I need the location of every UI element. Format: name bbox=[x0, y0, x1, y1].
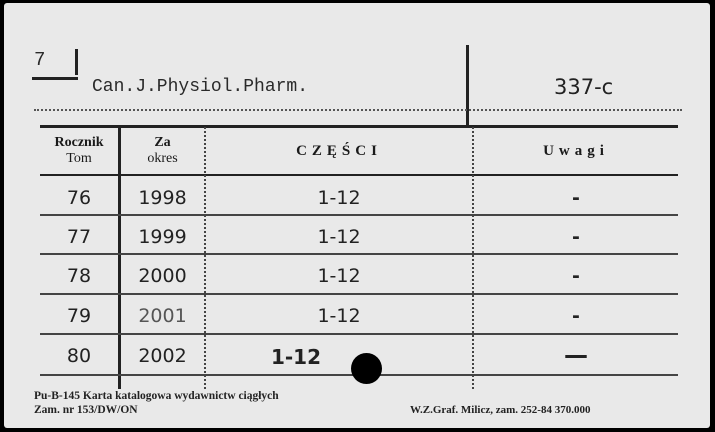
title-dotted-rule bbox=[34, 109, 682, 111]
table-row-year: 2002 bbox=[138, 345, 187, 367]
printer-info: W.Z.Graf. Milicz, zam. 252-84 370.000 bbox=[410, 404, 591, 416]
table-row-parts: 1-12 bbox=[317, 305, 361, 327]
table-row-parts: 1-12 bbox=[317, 187, 361, 209]
header-parts: CZĘŚCI bbox=[296, 143, 382, 159]
table-row-remark: - bbox=[572, 226, 580, 248]
table-row-volume: 76 bbox=[66, 187, 92, 209]
table-row-volume: 77 bbox=[66, 226, 92, 248]
table-row-volume: 80 bbox=[66, 345, 92, 367]
table-row-remark: - bbox=[572, 305, 580, 327]
header-period-line1: Za bbox=[154, 135, 171, 150]
journal-title: Can.J.Physiol.Pharm. bbox=[92, 77, 309, 97]
header-period bbox=[121, 135, 204, 167]
table-row-year: 1999 bbox=[138, 226, 187, 248]
row-rule bbox=[40, 253, 678, 255]
table-row-remark: - bbox=[572, 265, 580, 287]
form-note: Pu-B-145 Karta katalogowa wydawnictw ciągłych bbox=[34, 390, 279, 402]
header-volume bbox=[40, 135, 118, 167]
header-volume-line1: Rocznik bbox=[54, 135, 104, 150]
table-top-rule bbox=[40, 125, 678, 128]
table-row-volume: 78 bbox=[66, 265, 92, 287]
card-number: 7 bbox=[34, 49, 46, 71]
header-period-line2: okres bbox=[147, 151, 178, 166]
row-rule bbox=[40, 214, 678, 216]
table-row-year: 2000 bbox=[138, 265, 187, 287]
table-row-remark: — bbox=[564, 341, 588, 369]
row-rule bbox=[40, 333, 678, 335]
table-row-parts: 1-12 bbox=[317, 265, 361, 287]
table-row-remark: - bbox=[572, 187, 580, 209]
number-bracket bbox=[75, 49, 78, 75]
table-row-volume: 79 bbox=[66, 305, 92, 327]
title-divider bbox=[466, 45, 469, 125]
header-remarks: Uwagi bbox=[543, 143, 609, 159]
header-volume-line2: Tom bbox=[66, 151, 92, 166]
punch-hole bbox=[351, 353, 382, 384]
table-row-parts: 1-12 bbox=[317, 226, 361, 248]
shelf-mark: 337-c bbox=[554, 75, 614, 99]
number-underline bbox=[32, 77, 78, 80]
table-row-year: 1998 bbox=[138, 187, 187, 209]
order-number: Zam. nr 153/DW/ON bbox=[34, 404, 138, 416]
catalog-card bbox=[4, 3, 710, 428]
table-row-year: 2001 bbox=[138, 305, 187, 327]
row-rule bbox=[40, 293, 678, 295]
header-bottom-rule bbox=[40, 174, 678, 176]
table-row-parts: 1-12 bbox=[270, 345, 322, 369]
